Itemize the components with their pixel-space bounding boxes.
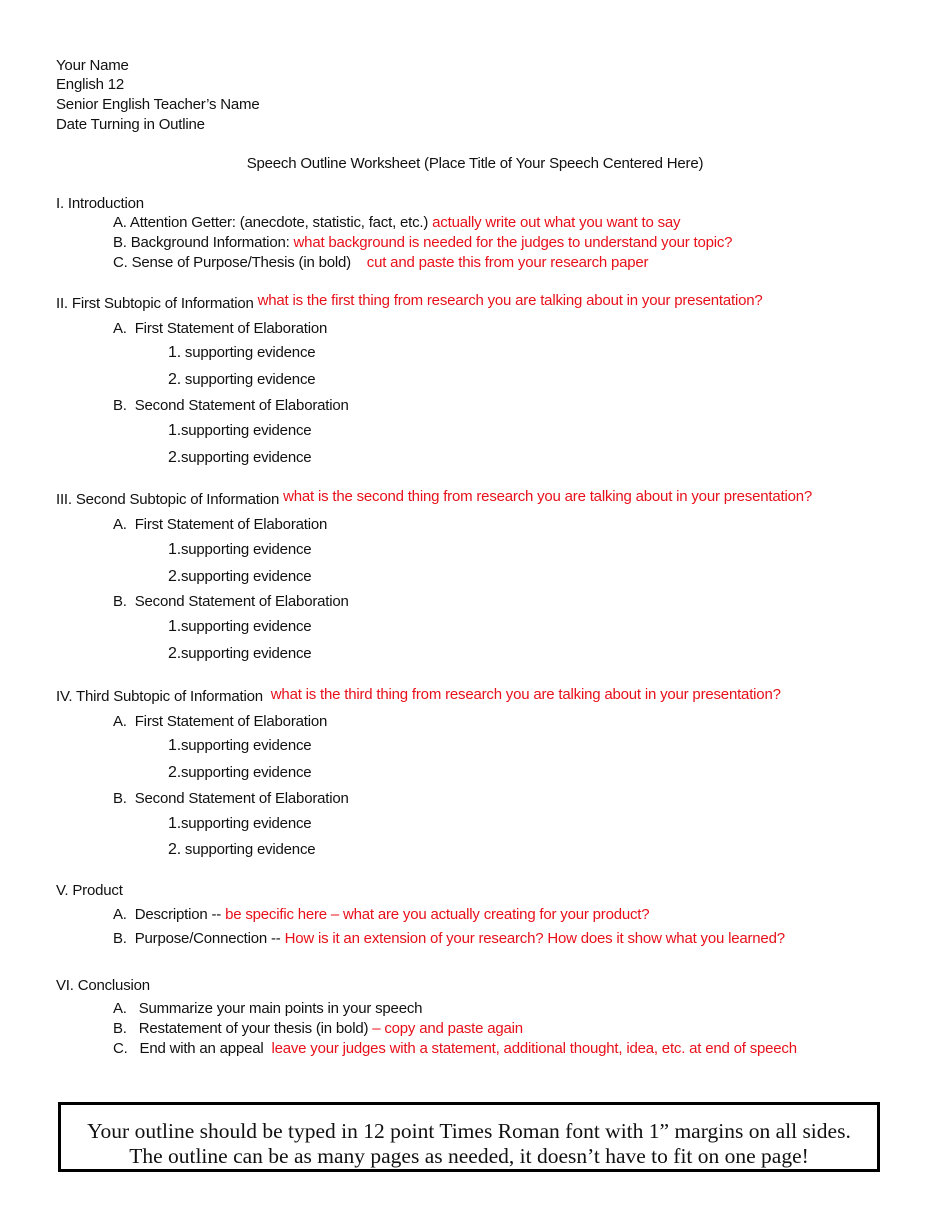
subtopic-3-item-a: A. First Statement of Elaboration [113, 713, 328, 730]
student-name: Your Name [56, 57, 129, 74]
product-item-a: A. Description -- be specific here – what are you actually creating for your product? [113, 906, 650, 923]
formatting-note-line-2: The outline can be as many pages as needed, it doesn’t have to fit on one page! [129, 1144, 809, 1168]
conclusion-item-c: C. End with an appeal leave your judges with a statement, additional thought, idea, etc. at end of speech [113, 1040, 797, 1057]
conclusion-heading: VI. Conclusion [56, 977, 150, 994]
intro-heading: I. Introduction [56, 195, 144, 212]
subtopic-3-heading: IV. Third Subtopic of Information what is the third thing from research you are talking about in your presentation? [56, 686, 781, 705]
instruction-note: leave your judges with a statement, additional thought, idea, etc. at end of speech [271, 1040, 797, 1057]
subtopic-3-b-evidence-2: 2. supporting evidence [168, 841, 316, 858]
instruction-note: cut and paste this from your research paper [366, 254, 649, 271]
instruction-note: How is it an extension of your research? How does it show what you learned? [284, 930, 785, 947]
subtopic-3-a-evidence-2: 2.supporting evidence [168, 764, 312, 781]
teacher-name: Senior English Teacher’s Name [56, 96, 260, 113]
intro-item-a: A. Attention Getter: (anecdote, statistic, fact, etc.) actually write out what you want to say [113, 214, 681, 231]
product-heading: V. Product [56, 882, 123, 899]
instruction-note: what is the first thing from research you are talking about in your presentation? [257, 292, 763, 309]
subtopic-3-b-evidence-1: 1.supporting evidence [168, 815, 312, 832]
class-name: English 12 [56, 76, 125, 93]
subtopic-2-heading: III. Second Subtopic of Information what is the second thing from research you are talking about in your presentation? [56, 488, 813, 508]
subtopic-3-item-b: B. Second Statement of Elaboration [113, 790, 349, 807]
subtopic-1-b-evidence-1: 1.supporting evidence [168, 422, 312, 439]
subtopic-1-b-evidence-2: 2.supporting evidence [168, 449, 312, 466]
formatting-note-box [58, 1102, 880, 1172]
conclusion-item-b: B. Restatement of your thesis (in bold) – copy and paste again [113, 1020, 523, 1037]
instruction-note: what background is needed for the judges to understand your topic? [293, 234, 733, 251]
subtopic-1-item-a: A. First Statement of Elaboration [113, 320, 328, 337]
page-title: Speech Outline Worksheet (Place Title of Your Speech Centered Here) [246, 155, 704, 172]
intro-item-b: B. Background Information: what background is needed for the judges to understand your topic? [113, 234, 733, 251]
subtopic-2-a-evidence-1: 1.supporting evidence [168, 541, 312, 558]
subtopic-2-a-evidence-2: 2.supporting evidence [168, 568, 312, 585]
subtopic-1-a-evidence-2: 2. supporting evidence [168, 371, 316, 388]
instruction-note: actually write out what you want to say [432, 214, 681, 231]
subtopic-3-a-evidence-1: 1.supporting evidence [168, 737, 312, 754]
conclusion-item-a: A. Summarize your main points in your speech [113, 1000, 423, 1017]
intro-item-c: C. Sense of Purpose/Thesis (in bold) cut and paste this from your research paper [113, 254, 649, 271]
subtopic-2-b-evidence-2: 2.supporting evidence [168, 645, 312, 662]
formatting-note-line-1: Your outline should be typed in 12 point Times Roman font with 1” margins on all sides. [87, 1119, 851, 1143]
instruction-note: be specific here – what are you actually creating for your product? [225, 906, 650, 923]
turn-in-date: Date Turning in Outline [56, 116, 205, 133]
instruction-note: what is the third thing from research you are talking about in your presentation? [270, 686, 781, 703]
subtopic-1-heading: II. First Subtopic of Information what is the first thing from research you are talking about in your presentation? [56, 292, 763, 312]
product-item-b: B. Purpose/Connection -- How is it an extension of your research? How does it show what you learned? [113, 930, 785, 947]
subtopic-1-a-evidence-1: 1. supporting evidence [168, 344, 316, 361]
instruction-note: – copy and paste again [372, 1020, 523, 1037]
subtopic-2-item-b: B. Second Statement of Elaboration [113, 593, 349, 610]
subtopic-2-b-evidence-1: 1.supporting evidence [168, 618, 312, 635]
instruction-note: what is the second thing from research you are talking about in your presentation? [283, 488, 813, 505]
subtopic-1-item-b: B. Second Statement of Elaboration [113, 397, 349, 414]
subtopic-2-item-a: A. First Statement of Elaboration [113, 516, 328, 533]
